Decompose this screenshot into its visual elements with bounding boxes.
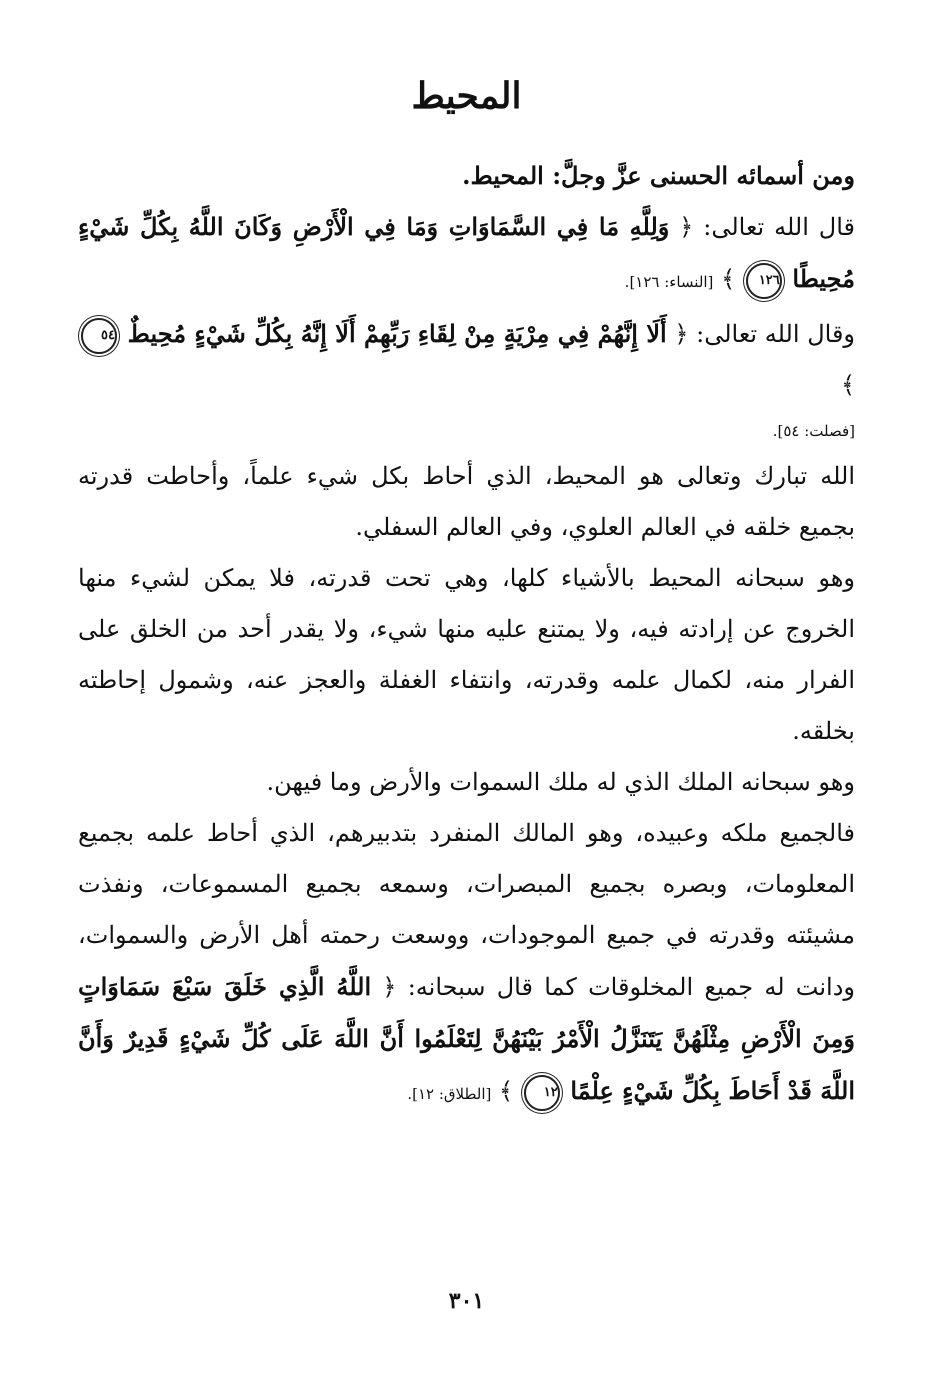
paragraph-4 xyxy=(78,808,855,1120)
verse1-text: وَلِلَّهِ مَا فِي السَّمَاوَاتِ وَمَا فِي الْأَرْضِ وَكَانَ اللَّهُ بِكُلِّ شَيْءٍ مُحِيطًا xyxy=(78,212,855,293)
verse2-prefix: وقال الله تعالى: xyxy=(688,320,856,348)
verse-block-1 xyxy=(78,201,855,308)
page-number: ٣٠١ xyxy=(448,1288,485,1314)
paragraph-1: الله تبارك وتعالى هو المحيط، الذي أحاط بكل شيء علماً، وأحاطت قدرته بجميع خلقه في العالم العلوي، وفي العالم السفلي. xyxy=(78,462,855,541)
verse1-close-bracket: ﴾ xyxy=(721,265,736,293)
verse3-close-bracket: ﴾ xyxy=(499,1077,514,1105)
paragraph-4-text: فالجميع ملكه وعبيده، وهو المالك المنفرد بتدبيرهم، الذي أحاط علمه بجميع المعلومات، وبصره بجميع المبصرات، وسمعه بجميع المسموعات، ونفذت مشيئته وقدرته في جميع الموجودات، ووسعت رحمته أهل الأرض والسموات، ودانت له جميع المخلوقات كما قال سبحانه: xyxy=(78,819,855,1001)
verse1-reference: [النساء: ١٢٦]. xyxy=(624,273,714,291)
verse2-ayah-marker: ٥٤ xyxy=(81,318,117,354)
verse3-text: اللَّهُ الَّذِي خَلَقَ سَبْعَ سَمَاوَاتٍ وَمِنَ الْأَرْضِ مِثْلَهُنَّ يَتَنَزَّلُ الْأَمْرُ بَيْنَهُنَّ لِتَعْلَمُوا أَنَّ اللَّهَ عَلَى كُلِّ شَيْءٍ قَدِيرٌ وَأَنَّ اللَّهَ قَدْ أَحَاطَ بِكُلِّ شَيْءٍ عِلْمًا xyxy=(78,972,855,1105)
verse3-reference: [الطلاق: ١٢]. xyxy=(407,1085,492,1103)
verse2-open-bracket: ﴿ xyxy=(674,320,689,348)
verse2-close-bracket: ﴾ xyxy=(840,371,855,399)
intro-line: ومن أسمائه الحسنى عزَّ وجلَّ: المحيط. xyxy=(462,161,855,190)
page-title: المحيط xyxy=(411,75,522,117)
verse2-text: أَلَا إِنَّهُمْ فِي مِرْيَةٍ مِنْ لِقَاءِ رَبِّهِمْ أَلَا إِنَّهُ بِكُلِّ شَيْءٍ مُحِيطٌ xyxy=(127,319,667,348)
verse3-open-bracket: ﴿ xyxy=(382,973,397,1001)
paragraph-3: وهو سبحانه الملك الذي له ملك السموات والأرض وما فيهن. xyxy=(266,768,855,796)
verse1-open-bracket: ﴿ xyxy=(679,213,694,241)
verse2-reference: [فصلت: ٥٤]. xyxy=(772,422,855,440)
verse1-ayah-marker: ١٢٦ xyxy=(746,263,782,299)
page-content xyxy=(78,150,855,1120)
book-page xyxy=(78,0,855,1383)
verse3-ayah-marker: ١٢ xyxy=(524,1075,560,1111)
verse1-prefix: قال الله تعالى: xyxy=(693,213,855,241)
paragraph-2: وهو سبحانه المحيط بالأشياء كلها، وهي تحت قدرته، فلا يمكن لشيء منها الخروج عن إرادته فيه، ولا يمتنع عليه منها شيء، ولا يقدر أحد من الخلق على الفرار منه، لكمال علمه وقدرته، وانتفاء الغفلة والعجز عنه، وشمول إحاطته بخلقه. xyxy=(78,564,855,745)
verse-block-2 xyxy=(78,308,855,411)
